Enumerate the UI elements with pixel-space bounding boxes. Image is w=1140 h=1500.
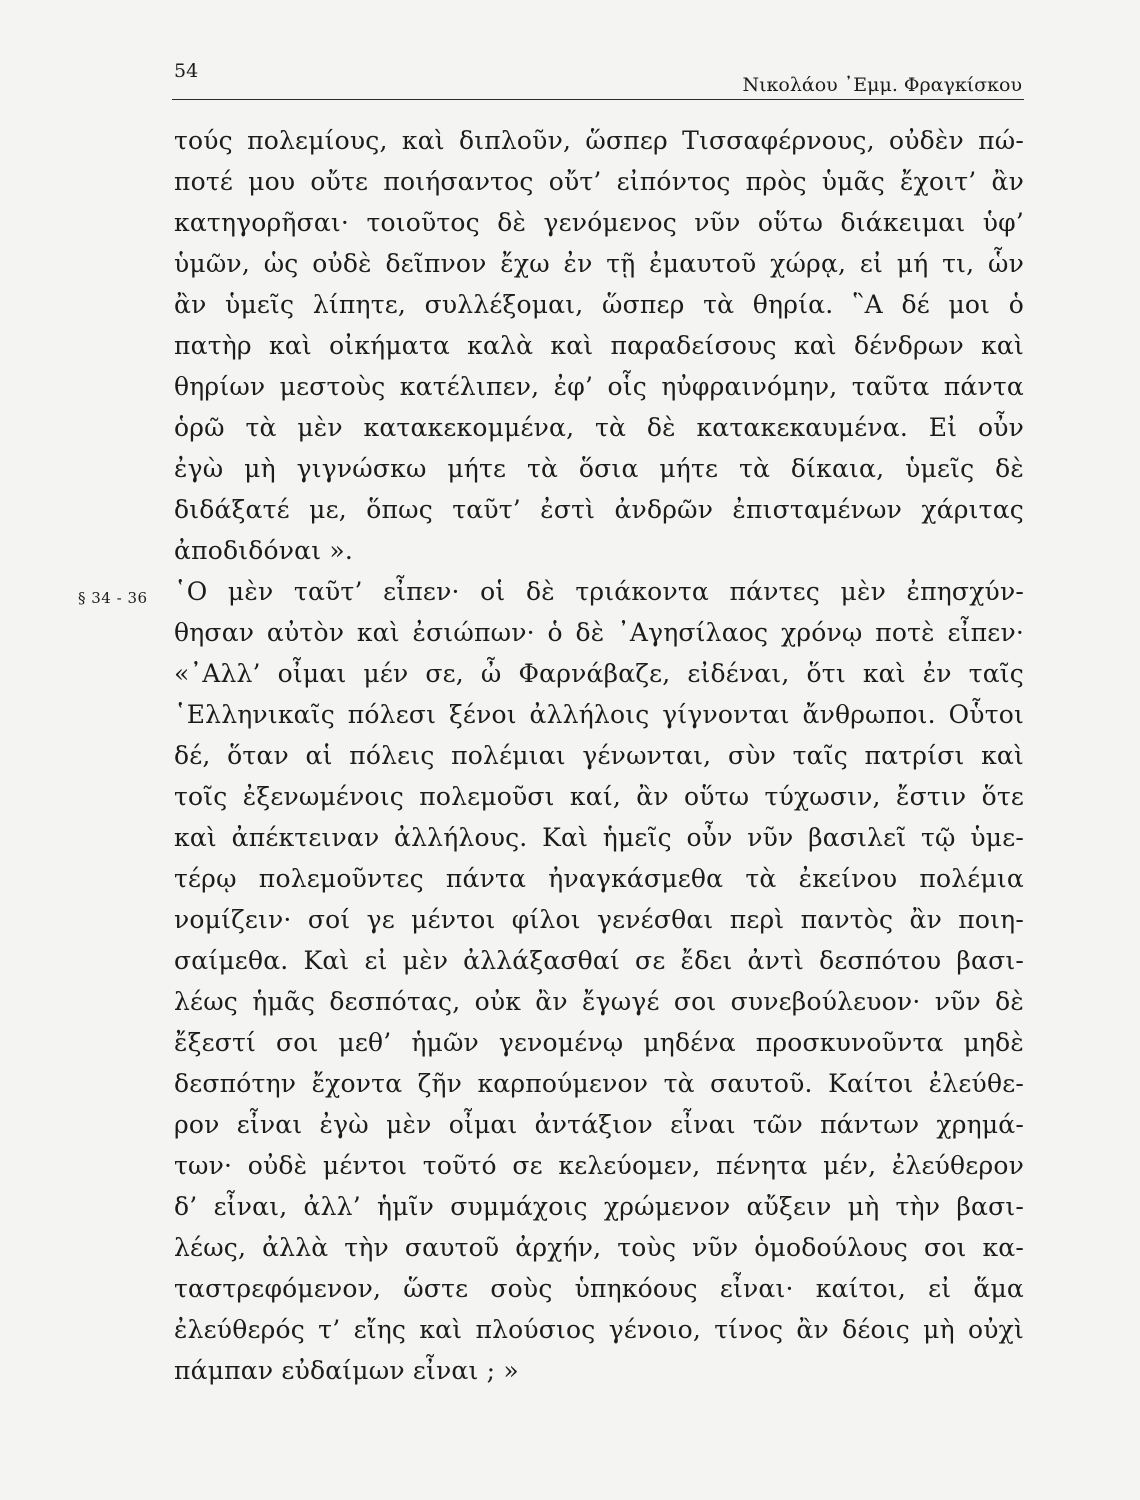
paragraph-end-line: πάμπαν εὐδαίμων εἶναι ; »: [174, 1356, 519, 1385]
running-head: Νικολάου ᾿Εμμ. Φραγκίσκου: [742, 74, 1022, 96]
text-line: λέως ἡμᾶς δεσπότας, οὐκ ἂν ἔγωγέ σοι συνεβούλευον· νῦν δὲ: [174, 987, 1024, 1016]
text-line: δέ, ὅταν αἱ πόλεις πολέμιαι γένωνται, σὺν ταῖς πατρίσι καὶ: [174, 741, 1024, 770]
body-text: [174, 120, 1024, 1391]
text-line: ῾Ελληνικαῖς πόλεσι ξένοι ἀλλήλοις γίγνονται ἄνθρωποι. Οὗτοι: [174, 700, 1024, 729]
text-line: τούς πολεμίους, καὶ διπλοῦν, ὥσπερ Τισσαφέρνους, οὐδὲν πώ-: [174, 126, 1024, 155]
text-line: καὶ ἀπέκτειναν ἀλλήλους. Καὶ ἡμεῖς οὖν νῦν βασιλεῖ τῷ ὑμε-: [174, 823, 1024, 852]
text-line: ἐγὼ μὴ γιγνώσκω μήτε τὰ ὅσια μήτε τὰ δίκαια, ὑμεῖς δὲ: [174, 454, 1024, 483]
text-line: σαίμεθα. Καὶ εἰ μὲν ἀλλάξασθαί σε ἔδει ἀντὶ δεσπότου βασι-: [174, 946, 1024, 975]
text-line: ποτέ μου οὔτε ποιήσαντος οὔτ’ εἰπόντος πρὸς ὑμᾶς ἔχοιτ’ ἂν: [174, 167, 1024, 196]
text-line: ἐλεύθερός τ’ εἴης καὶ πλούσιος γένοιο, τίνος ἂν δέοις μὴ οὐχὶ: [174, 1315, 1024, 1344]
text-line: λέως, ἀλλὰ τὴν σαυτοῦ ἀρχήν, τοὺς νῦν ὁμοδούλους σοι κα-: [174, 1233, 1024, 1262]
text-line: ῾Ο μὲν ταῦτ’ εἶπεν· οἱ δὲ τριάκοντα πάντες μὲν ἐπησχύν-: [174, 577, 1024, 606]
header-rule: [172, 99, 1024, 100]
margin-section-reference: § 34 - 36: [78, 589, 148, 607]
text-line: ρον εἶναι ἐγὼ μὲν οἶμαι ἀντάξιον εἶναι τῶν πάντων χρημά-: [174, 1110, 1024, 1139]
paragraph-end-line: ἀποδιδόναι ».: [174, 536, 353, 565]
text-line: των· οὐδὲ μέντοι τοῦτό σε κελεύομεν, πένητα μέν, ἐλεύθερον: [174, 1151, 1024, 1180]
text-line: κατηγορῆσαι· τοιοῦτος δὲ γενόμενος νῦν οὕτω διάκειμαι ὑφ’: [174, 208, 1024, 237]
text-line: «᾿Αλλ’ οἶμαι μέν σε, ὦ Φαρνάβαζε, εἰδέναι, ὅτι καὶ ἐν ταῖς: [174, 659, 1024, 688]
text-line: θησαν αὐτὸν καὶ ἐσιώπων· ὁ δὲ ᾿Αγησίλαος χρόνῳ ποτὲ εἶπεν·: [174, 618, 1024, 647]
text-line: ὁρῶ τὰ μὲν κατακεκομμένα, τὰ δὲ κατακεκαυμένα. Εἰ οὖν: [174, 413, 1024, 442]
text-line: ἔξεστί σοι μεθ’ ἡμῶν γενομένῳ μηδένα προσκυνοῦντα μηδὲ: [174, 1028, 1024, 1057]
page-number: 54: [174, 60, 199, 82]
text-line: δ’ εἶναι, ἀλλ’ ἡμῖν συμμάχοις χρώμενον αὔξειν μὴ τὴν βασι-: [174, 1192, 1024, 1221]
text-line: ὑμῶν, ὡς οὐδὲ δεῖπνον ἔχω ἐν τῇ ἐμαυτοῦ χώρᾳ, εἰ μή τι, ὧν: [174, 249, 1024, 278]
text-line: ἂν ὑμεῖς λίπητε, συλλέξομαι, ὥσπερ τὰ θηρία. ῝Α δέ μοι ὁ: [174, 290, 1024, 319]
text-line: πατὴρ καὶ οἰκήματα καλὰ καὶ παραδείσους καὶ δένδρων καὶ: [174, 331, 1024, 360]
text-line: τοῖς ἐξενωμένοις πολεμοῦσι καί, ἂν οὕτω τύχωσιν, ἔστιν ὅτε: [174, 782, 1024, 811]
text-line: τέρῳ πολεμοῦντες πάντα ἠναγκάσμεθα τὰ ἐκείνου πολέμια: [174, 864, 1024, 893]
text-line: νομίζειν· σοί γε μέντοι φίλοι γενέσθαι περὶ παντὸς ἂν ποιη-: [174, 905, 1024, 934]
text-line: ταστρεφόμενον, ὥστε σοὺς ὑπηκόους εἶναι· καίτοι, εἰ ἅμα: [174, 1274, 1024, 1303]
text-line: δεσπότην ἔχοντα ζῆν καρπούμενον τὰ σαυτοῦ. Καίτοι ἐλεύθε-: [174, 1069, 1024, 1098]
text-line: θηρίων μεστοὺς κατέλιπεν, ἐφ’ οἷς ηὐφραινόμην, ταῦτα πάντα: [174, 372, 1024, 401]
text-line: διδάξατέ με, ὅπως ταῦτ’ ἐστὶ ἀνδρῶν ἐπισταμένων χάριτας: [174, 495, 1024, 524]
